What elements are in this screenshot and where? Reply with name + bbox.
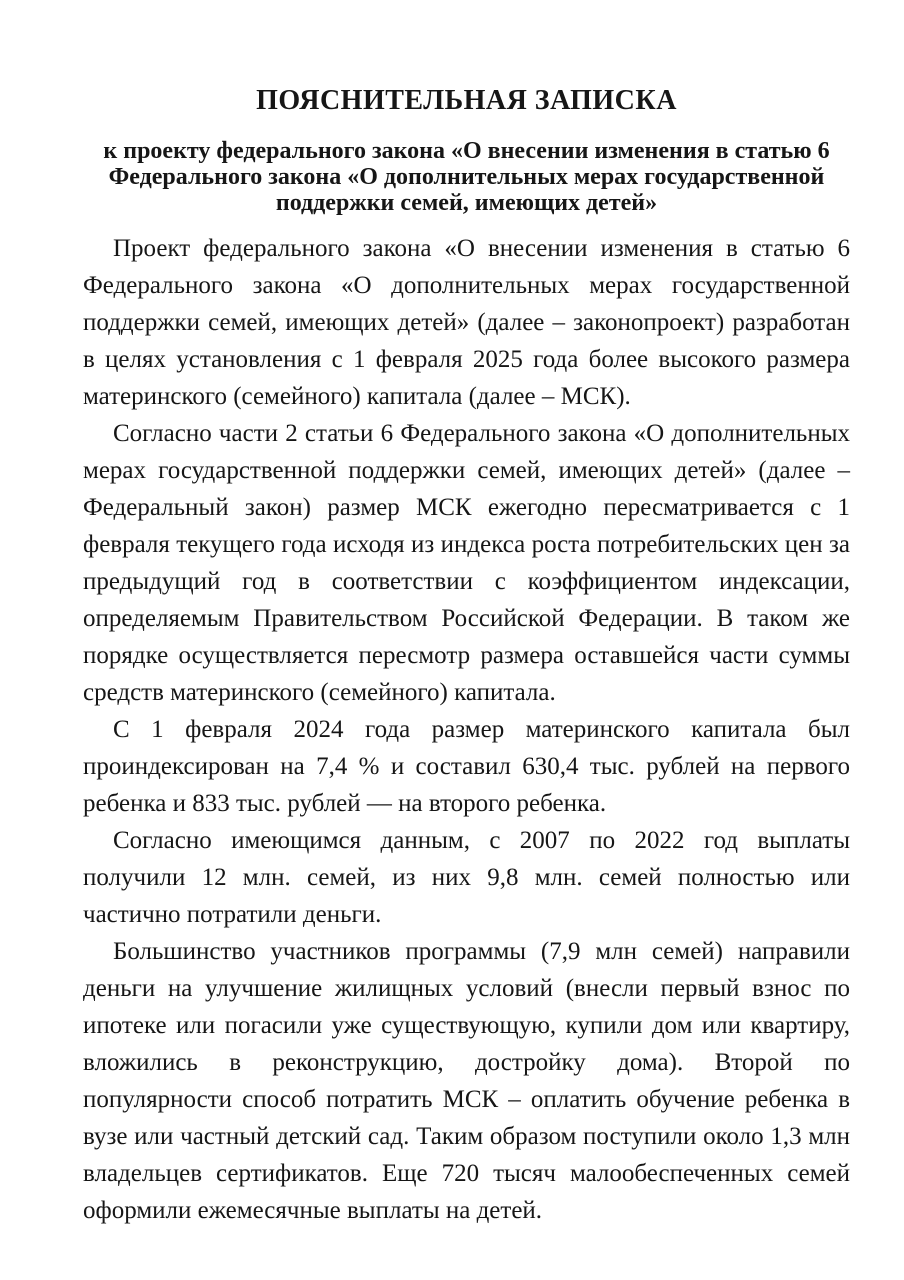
paragraph-spending-statistics: Большинство участников программы (7,9 млн семей) направили деньги на улучшение жилищных условий (внесли первый взнос по ипотеке или погасили уже существующую, купили дом или квартиру, вложились в реконструкцию, достройку дома). Второй по популярности способ потратить МСК – оплатить обучение ребенка в вузе или частный детский сад. Таким образом поступили около 1,3 млн владельцев сертификатов. Еще 720 тысяч малообеспеченных семей оформили ежемесячные выплаты на детей. — [83, 938, 850, 1224]
paragraph-indexation-rule: Согласно части 2 статьи 6 Федерального закона «О дополнительных мерах государственной поддержки семей, имеющих детей» (далее – Федеральный закон) размер МСК ежегодно пересматривается с 1 февраля текущего года исходя из индекса роста потребительских цен за предыдущий год в соответствии с коэффициентом индексации, определяемым Правительством Российской Федерации. В таком же порядке осуществляется пересмотр размера оставшейся части суммы средств материнского (семейного) капитала. — [83, 420, 850, 706]
paragraph-law-purpose: Проект федерального закона «О внесении изменения в статью 6 Федерального закона «О дополнительных мерах государственной поддержки семей, имеющих детей» (далее – законопроект) разработан в целях установления с 1 февраля 2025 года более высокого размера материнского (семейного) капитала (далее – МСК). — [83, 235, 850, 410]
document-subtitle: к проекту федерального закона «О внесении изменения в статью 6 Федерального закона «О дополнительных мерах государственной поддержки семей, имеющих детей» — [103, 138, 830, 216]
document-title: ПОЯСНИТЕЛЬНАЯ ЗАПИСКА — [256, 85, 677, 116]
paragraph-2024-amounts: С 1 февраля 2024 года размер материнского капитала был проиндексирован на 7,4 % и составил 630,4 тыс. рублей на первого ребенка и 833 тыс. рублей — на второго ребенка. — [83, 716, 850, 817]
paragraph-payments-statistics: Согласно имеющимся данным, с 2007 по 2022 год выплаты получили 12 млн. семей, из них 9,8 млн. семей полностью или частично потратили деньги. — [83, 827, 850, 928]
document-body — [83, 230, 850, 1229]
